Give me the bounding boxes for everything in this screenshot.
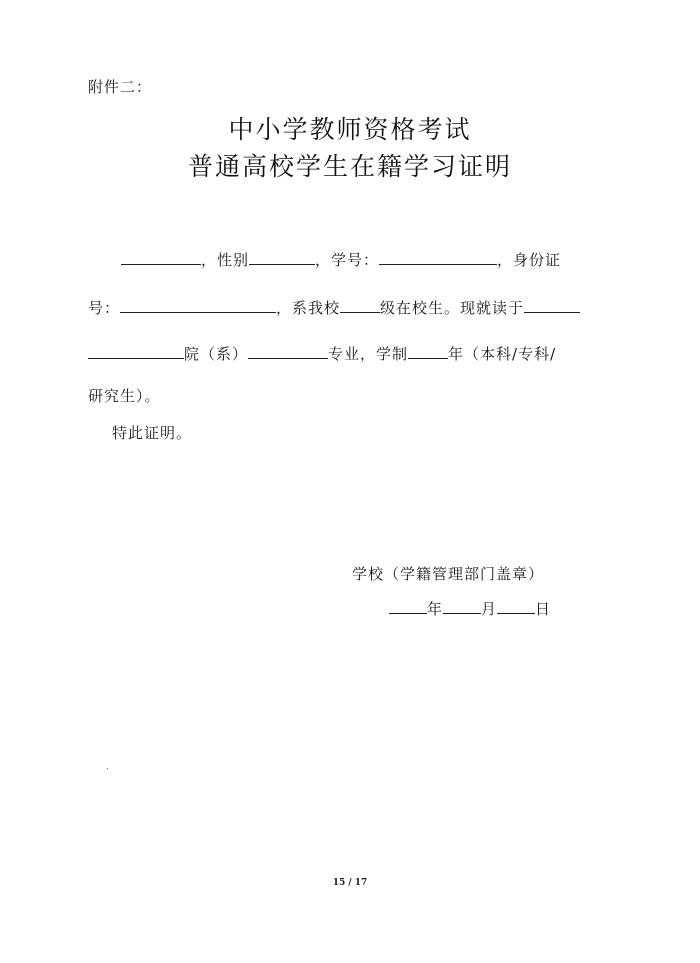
year-blank xyxy=(389,599,427,614)
student-id-label: ，学号： xyxy=(315,251,380,269)
body-line-3 xyxy=(88,343,556,364)
years-blank xyxy=(408,344,448,359)
id-card-label: ，身份证 xyxy=(497,251,562,269)
study-length-label: 专业，学制 xyxy=(328,345,409,363)
year-label: 年 xyxy=(427,600,444,618)
page-number: 15 / 17 xyxy=(332,878,368,888)
gender-label: ，性别 xyxy=(201,251,250,269)
name-blank xyxy=(121,250,201,265)
certification-statement: 特此证明。 xyxy=(112,424,193,442)
day-label: 日 xyxy=(535,600,552,618)
department-label: 院（系） xyxy=(184,345,249,363)
attachment-label: 附件二： xyxy=(88,78,153,96)
month-blank xyxy=(443,599,481,614)
school-grade-label: ，系我校 xyxy=(276,299,341,317)
id-number-blank xyxy=(120,298,276,313)
id-number-label: 号： xyxy=(88,299,121,317)
document-title-line1: 中小学教师资格考试 xyxy=(228,115,472,144)
degree-type-label: 年（本科/专科/ xyxy=(448,345,557,363)
major-blank xyxy=(248,344,328,359)
body-line-2 xyxy=(88,297,580,318)
student-id-blank xyxy=(379,250,497,265)
faculty-blank xyxy=(88,344,184,359)
school-seal-label: 学校（学籍管理部门盖章） xyxy=(352,565,545,583)
body-line-4: 研究生）。 xyxy=(88,387,161,405)
gender-blank xyxy=(249,250,315,265)
scan-speck xyxy=(107,768,108,769)
studying-at-label: 级在校生。现就读于 xyxy=(380,299,525,317)
month-label: 月 xyxy=(481,600,498,618)
body-line-1 xyxy=(121,249,561,270)
date-line xyxy=(389,598,551,619)
document-title-line2: 普通高校学生在籍学习证明 xyxy=(187,152,512,181)
grade-blank xyxy=(340,298,380,313)
faculty-blank-start xyxy=(524,298,580,313)
day-blank xyxy=(497,599,535,614)
